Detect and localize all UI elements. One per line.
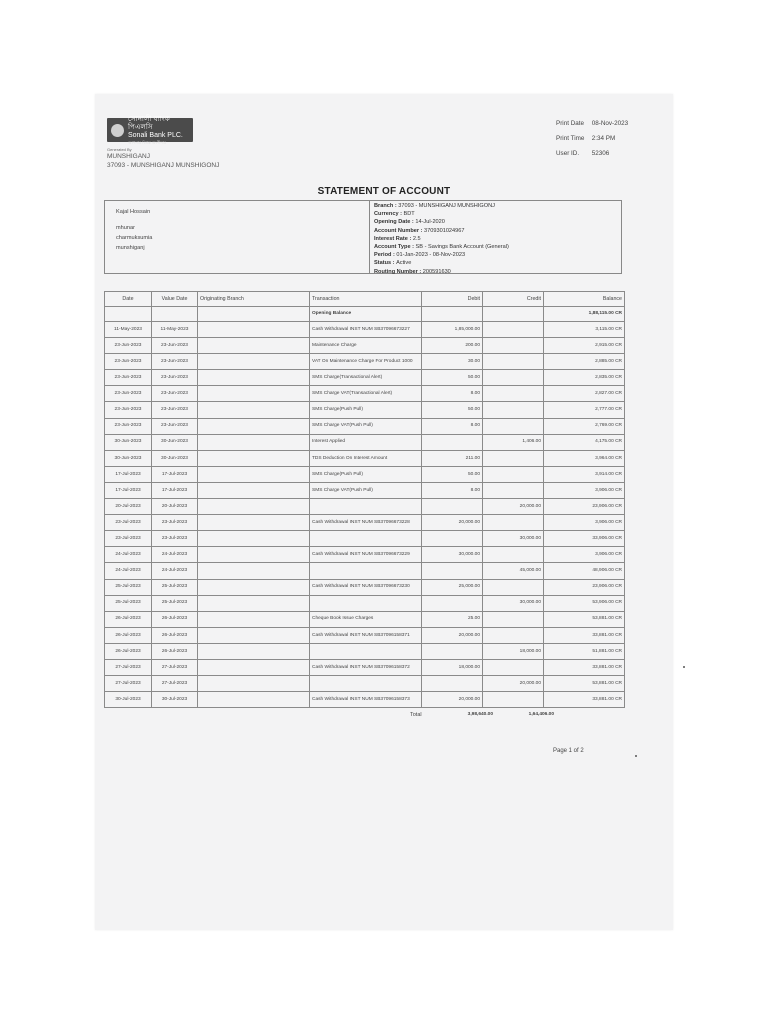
row-originating-branch — [198, 386, 310, 402]
row-date: 26-Jul-2023 — [105, 611, 152, 627]
row-balance: 53,906.00 CR — [544, 595, 625, 611]
row-transaction: Cash Withdrawal INST NUM SB37096673227 — [310, 322, 422, 338]
transactions-table — [104, 291, 625, 708]
row-date: 11-May-2023 — [105, 322, 152, 338]
account-type-detail: Account Type : SB - Savings Bank Account (General) — [374, 244, 509, 251]
row-balance: 33,881.00 CR — [544, 627, 625, 643]
row-originating-branch — [198, 482, 310, 498]
period-detail: Period : 01-Jan-2023 - 08-Nov-2023 — [374, 252, 466, 259]
table-row — [105, 563, 625, 579]
branch-city: MUNSHIGANJ — [107, 153, 150, 160]
row-originating-branch — [198, 338, 310, 354]
row-balance: 2,777.00 CR — [544, 402, 625, 418]
row-credit — [483, 547, 544, 563]
page-number: Page 1 of 2 — [553, 748, 584, 754]
row-balance: 4,175.00 CR — [544, 434, 625, 450]
table-row — [105, 627, 625, 643]
table-row — [105, 676, 625, 692]
row-date: 30-Jul-2023 — [105, 692, 152, 708]
row-originating-branch — [198, 579, 310, 595]
row-value-date: 24-Jul-2023 — [152, 547, 198, 563]
table-row — [105, 338, 625, 354]
table-row — [105, 531, 625, 547]
row-value-date: 30-Jun-2023 — [152, 434, 198, 450]
row-debit: 50.00 — [422, 402, 483, 418]
row-originating-branch — [198, 322, 310, 338]
account-info-box — [104, 200, 622, 274]
row-value-date: 26-Jul-2023 — [152, 611, 198, 627]
row-debit: 30.00 — [422, 354, 483, 370]
row-originating-branch — [198, 499, 310, 515]
account-details — [374, 202, 509, 276]
row-debit: 8.00 — [422, 386, 483, 402]
row-balance: 2,827.00 CR — [544, 386, 625, 402]
row-transaction — [310, 643, 422, 659]
row-date: 27-Jul-2023 — [105, 676, 152, 692]
total-row — [104, 711, 624, 721]
row-date: 24-Jul-2023 — [105, 547, 152, 563]
row-credit — [483, 611, 544, 627]
row-originating-branch — [198, 450, 310, 466]
row-date: 26-Jul-2023 — [105, 643, 152, 659]
row-originating-branch — [198, 418, 310, 434]
currency-detail: Currency : BDT — [374, 211, 415, 218]
row-value-date: 27-Jul-2023 — [152, 659, 198, 675]
row-value-date: 23-Jun-2023 — [152, 418, 198, 434]
scan-speck — [683, 666, 685, 668]
opening-balance-label: Opening Balance — [310, 307, 422, 322]
address-line: mhunar — [116, 225, 135, 231]
table-row — [105, 499, 625, 515]
row-transaction: SMS Charge(Push Pull) — [310, 466, 422, 482]
row-originating-branch — [198, 676, 310, 692]
row-credit — [483, 354, 544, 370]
table-row — [105, 370, 625, 386]
row-debit — [422, 643, 483, 659]
table-row — [105, 692, 625, 708]
row-credit: 45,000.00 — [483, 563, 544, 579]
row-credit: 20,000.00 — [483, 499, 544, 515]
row-value-date: 23-Jun-2023 — [152, 354, 198, 370]
row-credit — [483, 338, 544, 354]
row-balance: 3,914.00 CR — [544, 466, 625, 482]
row-originating-branch — [198, 547, 310, 563]
row-transaction: SMS Charge(Push Pull) — [310, 402, 422, 418]
row-debit — [422, 676, 483, 692]
row-transaction — [310, 531, 422, 547]
row-credit: 1,406.00 — [483, 434, 544, 450]
table-row — [105, 450, 625, 466]
print-time-label: Print Time — [556, 135, 585, 142]
row-date: 17-Jul-2023 — [105, 466, 152, 482]
print-date: 08-Nov-2023 — [591, 120, 629, 127]
row-date: 27-Jul-2023 — [105, 659, 152, 675]
row-debit — [422, 595, 483, 611]
row-transaction: Cash Withdrawal INST NUM SB37096158371 — [310, 627, 422, 643]
row-value-date: 25-Jul-2023 — [152, 595, 198, 611]
branch-detail: Branch : 37093 - MUNSHIGANJ MUNSHIGONJ — [374, 203, 495, 209]
row-credit: 20,000.00 — [483, 676, 544, 692]
row-value-date: 30-Jul-2023 — [152, 692, 198, 708]
row-originating-branch — [198, 434, 310, 450]
header-date: Date — [105, 292, 152, 307]
row-originating-branch — [198, 354, 310, 370]
row-originating-branch — [198, 659, 310, 675]
row-date: 23-Jul-2023 — [105, 515, 152, 531]
bank-name-bengali: সোনালী ব্যাংক পিএলসি — [128, 115, 170, 131]
row-balance: 2,835.00 CR — [544, 370, 625, 386]
row-transaction — [310, 563, 422, 579]
row-value-date: 17-Jul-2023 — [152, 482, 198, 498]
row-transaction: TDS Deduction On Interest Amount — [310, 450, 422, 466]
row-date: 23-Jun-2023 — [105, 370, 152, 386]
table-row — [105, 434, 625, 450]
row-debit: 20,000.00 — [422, 515, 483, 531]
row-credit — [483, 515, 544, 531]
row-value-date: 17-Jul-2023 — [152, 466, 198, 482]
row-credit — [483, 659, 544, 675]
row-balance: 33,906.00 CR — [544, 531, 625, 547]
row-balance: 23,906.00 CR — [544, 579, 625, 595]
table-row — [105, 418, 625, 434]
table-row — [105, 579, 625, 595]
row-date: 23-Jun-2023 — [105, 418, 152, 434]
row-value-date: 23-Jul-2023 — [152, 531, 198, 547]
row-credit — [483, 450, 544, 466]
row-transaction: Cash Withdrawal INST NUM SB37096673228 — [310, 515, 422, 531]
row-balance: 2,915.00 CR — [544, 338, 625, 354]
row-value-date: 23-Jun-2023 — [152, 370, 198, 386]
row-credit — [483, 466, 544, 482]
row-credit: 30,000.00 — [483, 531, 544, 547]
row-date: 20-Jul-2023 — [105, 499, 152, 515]
row-credit — [483, 482, 544, 498]
interest-rate-detail: Interest Rate : 2.5 — [374, 235, 421, 242]
row-originating-branch — [198, 595, 310, 611]
row-debit: 8.00 — [422, 482, 483, 498]
user-id: 52306 — [591, 150, 610, 157]
header-value-date: Value Date — [152, 292, 198, 307]
address-line: charmuksumia — [116, 235, 153, 241]
scan-speck — [635, 755, 637, 757]
table-row — [105, 354, 625, 370]
row-transaction: VAT On Maintenance Charge For Product 1000 — [310, 354, 422, 370]
user-id-label: User ID. — [556, 150, 580, 157]
row-transaction — [310, 595, 422, 611]
row-debit: 20,000.00 — [422, 627, 483, 643]
row-originating-branch — [198, 563, 310, 579]
address-line: munshiganj — [116, 245, 145, 251]
row-balance: 3,964.00 CR — [544, 450, 625, 466]
statement-page — [95, 94, 673, 930]
table-row — [105, 547, 625, 563]
row-debit — [422, 434, 483, 450]
row-transaction — [310, 499, 422, 515]
row-originating-branch — [198, 692, 310, 708]
row-value-date: 23-Jul-2023 — [152, 515, 198, 531]
row-credit — [483, 322, 544, 338]
row-balance: 3,906.00 CR — [544, 482, 625, 498]
table-row — [105, 322, 625, 338]
row-originating-branch — [198, 515, 310, 531]
status-detail: Status : Active — [374, 260, 412, 267]
row-debit — [422, 499, 483, 515]
table-header-row — [105, 292, 625, 307]
row-debit: 20,000.00 — [422, 692, 483, 708]
row-balance: 3,906.00 CR — [544, 547, 625, 563]
total-credit: 1,64,406.00 — [528, 712, 554, 717]
print-meta — [556, 116, 628, 161]
row-debit: 50.00 — [422, 466, 483, 482]
row-transaction: SMS Charge VAT(Push Pull) — [310, 482, 422, 498]
row-originating-branch — [198, 370, 310, 386]
row-value-date: 26-Jul-2023 — [152, 627, 198, 643]
row-debit — [422, 531, 483, 547]
customer-info — [116, 207, 152, 253]
row-credit — [483, 370, 544, 386]
row-debit: 1,85,000.00 — [422, 322, 483, 338]
table-row — [105, 466, 625, 482]
row-credit: 30,000.00 — [483, 595, 544, 611]
row-balance: 3,906.00 CR — [544, 515, 625, 531]
row-date: 23-Jul-2023 — [105, 531, 152, 547]
row-balance: 53,881.00 CR — [544, 676, 625, 692]
row-debit: 211.00 — [422, 450, 483, 466]
row-debit: 8.00 — [422, 418, 483, 434]
customer-name: Kajal Hossain — [116, 209, 151, 215]
account-number-detail: Account Number : 3709301024967 — [374, 227, 465, 234]
row-transaction: Cheque Book Issue Charges — [310, 611, 422, 627]
row-debit — [422, 563, 483, 579]
row-transaction — [310, 676, 422, 692]
row-balance: 51,881.00 CR — [544, 643, 625, 659]
row-date: 26-Jul-2023 — [105, 627, 152, 643]
bank-emblem-icon — [111, 124, 124, 137]
table-row — [105, 643, 625, 659]
row-transaction: Cash Withdrawal INST NUM SB37096673230 — [310, 579, 422, 595]
row-credit — [483, 386, 544, 402]
bank-logo — [107, 115, 193, 145]
row-debit: 25,000.00 — [422, 579, 483, 595]
branch-full-name: 37093 - MUNSHIGANJ MUNSHIGONJ — [107, 162, 220, 169]
row-balance: 3,115.00 CR — [544, 322, 625, 338]
total-debit: 3,98,640.00 — [467, 712, 493, 717]
bank-name: Sonali Bank PLC. — [128, 131, 183, 139]
table-row — [105, 482, 625, 498]
print-date-label: Print Date — [556, 120, 584, 127]
row-credit — [483, 692, 544, 708]
table-row — [105, 515, 625, 531]
row-debit: 50.00 — [422, 370, 483, 386]
opening-date-detail: Opening Date : 14-Jul-2020 — [374, 219, 445, 226]
total-label: Total — [410, 712, 422, 718]
row-value-date: 23-Jun-2023 — [152, 338, 198, 354]
row-balance: 2,885.00 CR — [544, 354, 625, 370]
row-value-date: 24-Jul-2023 — [152, 563, 198, 579]
row-date: 17-Jul-2023 — [105, 482, 152, 498]
row-originating-branch — [198, 466, 310, 482]
row-debit: 18,000.00 — [422, 659, 483, 675]
row-date: 25-Jul-2023 — [105, 595, 152, 611]
row-debit: 25.00 — [422, 611, 483, 627]
row-date: 30-Jun-2023 — [105, 450, 152, 466]
row-date: 30-Jun-2023 — [105, 434, 152, 450]
row-date: 25-Jul-2023 — [105, 579, 152, 595]
row-debit: 30,000.00 — [422, 547, 483, 563]
page-title: STATEMENT OF ACCOUNT — [317, 186, 451, 197]
generated-by-label: Generated By — [107, 147, 132, 152]
customer-address — [116, 223, 152, 253]
info-divider — [369, 201, 370, 273]
row-originating-branch — [198, 643, 310, 659]
table-row — [105, 595, 625, 611]
header-debit: Debit — [422, 292, 483, 307]
row-transaction: Cash Withdrawal INST NUM SB37096158373 — [310, 692, 422, 708]
row-transaction: SMS Charge(Transactional Alert) — [310, 370, 422, 386]
header-transaction: Transaction — [310, 292, 422, 307]
bank-tagline: আপনার বিশ্বস্ত অংশীদার — [128, 139, 167, 145]
header-balance: Balance — [544, 292, 625, 307]
row-value-date: 26-Jul-2023 — [152, 643, 198, 659]
opening-balance-value: 1,88,115.00 CR — [544, 307, 625, 322]
row-value-date: 25-Jul-2023 — [152, 579, 198, 595]
row-credit — [483, 579, 544, 595]
row-balance: 33,881.00 CR — [544, 692, 625, 708]
row-transaction: Cash Withdrawal INST NUM SB37096158372 — [310, 659, 422, 675]
row-balance: 53,881.00 CR — [544, 611, 625, 627]
row-transaction: Cash Withdrawal INST NUM SB37096673229 — [310, 547, 422, 563]
row-date: 24-Jul-2023 — [105, 563, 152, 579]
table-row — [105, 659, 625, 675]
row-balance: 23,906.00 CR — [544, 499, 625, 515]
row-transaction: Maintenance Charge — [310, 338, 422, 354]
row-date: 23-Jun-2023 — [105, 354, 152, 370]
table-row — [105, 386, 625, 402]
row-value-date: 23-Jun-2023 — [152, 402, 198, 418]
header-credit: Credit — [483, 292, 544, 307]
routing-number-detail: Routing Number : 200591630 — [374, 268, 451, 275]
row-originating-branch — [198, 627, 310, 643]
row-balance: 48,906.00 CR — [544, 563, 625, 579]
table-row — [105, 402, 625, 418]
row-transaction: Interest Applied — [310, 434, 422, 450]
row-debit: 200.00 — [422, 338, 483, 354]
row-originating-branch — [198, 531, 310, 547]
row-credit — [483, 402, 544, 418]
print-time: 2:34 PM — [591, 135, 616, 142]
row-value-date: 23-Jun-2023 — [152, 386, 198, 402]
row-credit: 18,000.00 — [483, 643, 544, 659]
row-value-date: 20-Jul-2023 — [152, 499, 198, 515]
header-originating-branch: Originating Branch — [198, 292, 310, 307]
row-transaction: SMS Charge VAT(Push Pull) — [310, 418, 422, 434]
row-originating-branch — [198, 402, 310, 418]
row-credit — [483, 418, 544, 434]
branch-address — [107, 152, 219, 170]
row-balance: 33,881.00 CR — [544, 659, 625, 675]
row-value-date: 11-May-2023 — [152, 322, 198, 338]
row-transaction: SMS Charge VAT(Transactional Alert) — [310, 386, 422, 402]
table-row — [105, 611, 625, 627]
row-credit — [483, 627, 544, 643]
row-originating-branch — [198, 611, 310, 627]
row-date: 23-Jun-2023 — [105, 386, 152, 402]
row-balance: 2,769.00 CR — [544, 418, 625, 434]
row-date: 23-Jun-2023 — [105, 402, 152, 418]
row-value-date: 30-Jun-2023 — [152, 450, 198, 466]
opening-balance-row — [105, 307, 625, 322]
row-value-date: 27-Jul-2023 — [152, 676, 198, 692]
row-date: 23-Jun-2023 — [105, 338, 152, 354]
